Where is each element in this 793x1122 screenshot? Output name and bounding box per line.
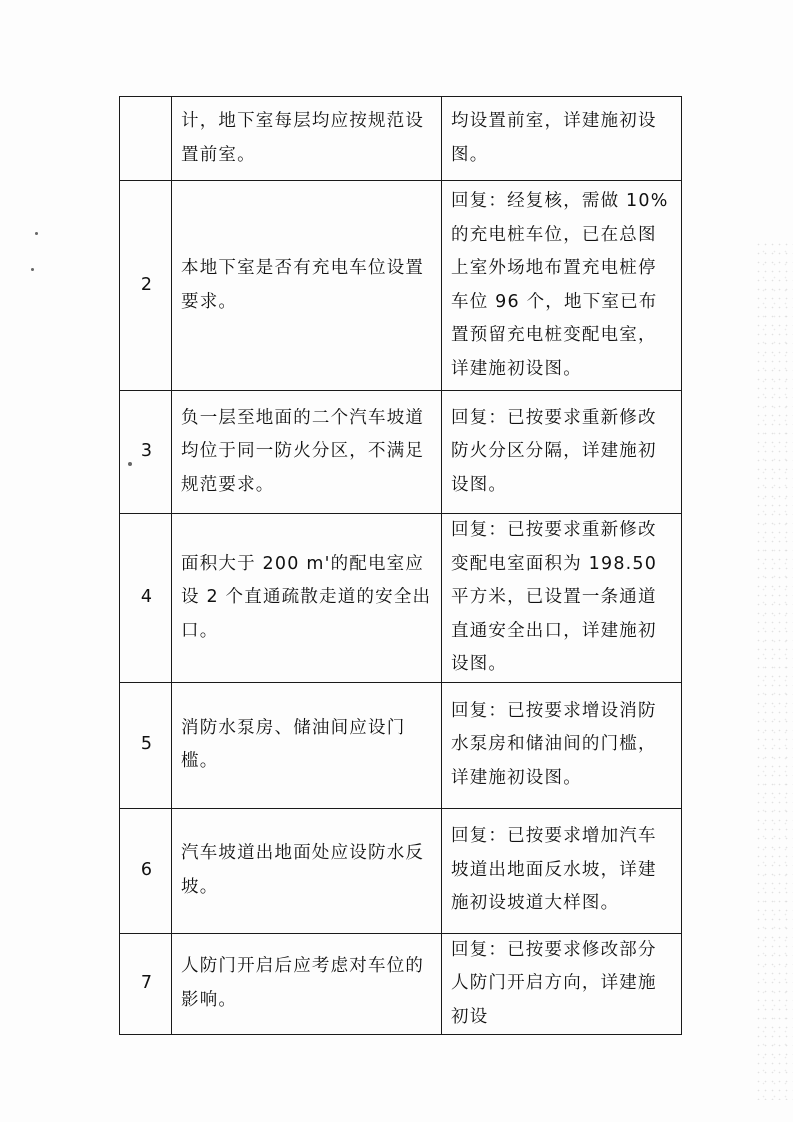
item-number: 5	[120, 682, 172, 808]
item-number: 3	[120, 391, 172, 514]
reply-text: 回复：已按要求增加汽车坡道出地面反水坡，详建施初设坡道大样图。	[442, 808, 682, 933]
review-comment: 负一层至地面的二个汽车坡道均位于同一防火分区，不满足规范要求。	[172, 391, 442, 514]
scan-noise	[755, 240, 793, 1100]
review-comment: 面积大于 200 m'的配电室应设 2 个直通疏散走道的安全出口。	[172, 514, 442, 683]
table-row	[120, 933, 682, 1035]
reply-text: 回复：经复核，需做 10%的充电桩车位，已在总图上室外场地布置充电桩停车位 96 个，地下室已布置预留充电桩变配电室，详建施初设图。	[442, 181, 682, 391]
review-response-table	[119, 96, 682, 1035]
item-number	[120, 97, 172, 181]
reply-text: 回复：已按要求修改部分人防门开启方向，详建施初设	[442, 933, 682, 1035]
table-row	[120, 181, 682, 391]
item-number: 6	[120, 808, 172, 933]
review-comment: 消防水泵房、储油间应设门槛。	[172, 682, 442, 808]
review-comment: 计，地下室每层均应按规范设置前室。	[172, 97, 442, 181]
scan-dot	[35, 232, 38, 235]
table-row	[120, 682, 682, 808]
scan-dot	[31, 268, 34, 271]
review-comment: 本地下室是否有充电车位设置要求。	[172, 181, 442, 391]
table-row	[120, 808, 682, 933]
item-number: 4	[120, 514, 172, 683]
item-number: 7	[120, 933, 172, 1035]
reply-text: 回复：已按要求增设消防水泵房和储油间的门槛，详建施初设图。	[442, 682, 682, 808]
review-comment: 人防门开启后应考虑对车位的影响。	[172, 933, 442, 1035]
reply-text: 均设置前室，详建施初设图。	[442, 97, 682, 181]
table-row	[120, 514, 682, 683]
table-row	[120, 391, 682, 514]
reply-text: 回复：已按要求重新修改防火分区分隔，详建施初设图。	[442, 391, 682, 514]
reply-text: 回复：已按要求重新修改变配电室面积为 198.50 平方米，已设置一条通道直通安全出口，详建施初设图。	[442, 514, 682, 683]
review-comment: 汽车坡道出地面处应设防水反坡。	[172, 808, 442, 933]
item-number: 2	[120, 181, 172, 391]
table-row	[120, 97, 682, 181]
